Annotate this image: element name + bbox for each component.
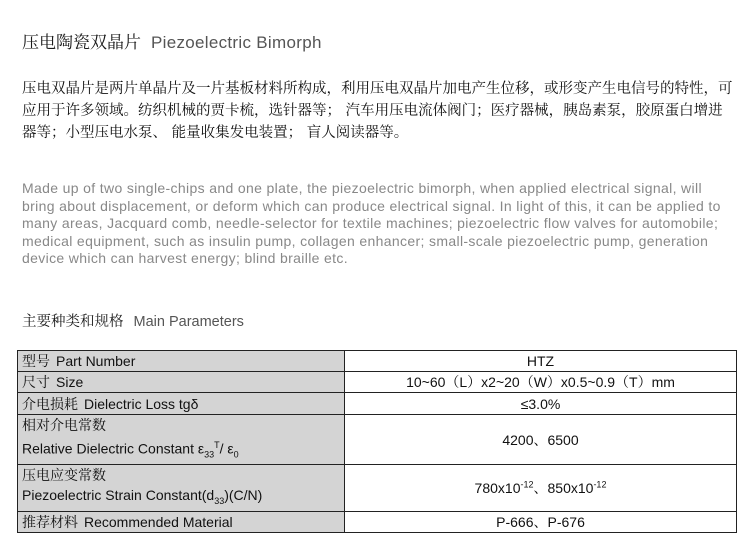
table-row-part-number (18, 351, 737, 372)
table-row-size (18, 372, 737, 393)
dielectric-loss-label: 介电损耗 Dielectric Loss tgδ (18, 393, 345, 415)
table-row-dielectric-loss (18, 393, 737, 415)
part-number-label: 型号 Part Number (18, 351, 345, 372)
material-value: P-666、P-676 (345, 512, 737, 533)
params-heading-en: Main Parameters (133, 314, 244, 330)
params-heading (22, 310, 244, 331)
params-heading-cn: 主要种类和规格 (22, 314, 124, 330)
table-row-strain-constant (18, 465, 737, 512)
parameters-table (17, 350, 737, 533)
dielectric-loss-value: ≤3.0% (345, 393, 737, 415)
strain-constant-value: $780x10^{-12}$、$850x10^{-12}$ (345, 465, 737, 512)
dielectric-constant-value: 4200、6500 (345, 415, 737, 465)
table-row-dielectric-constant (18, 415, 737, 465)
size-value: 10~60（L）x2~20（W）x0.5~0.9（T）mm (345, 372, 737, 393)
page-title (22, 28, 322, 53)
intro-english-paragraph: Made up of two single-chips and one plate, the piezoelectric bimorph, when applied electrical signal, will bring about displacement, or deform which can produce electrical signal. In light of this, it can be applied to many areas, Jacquard comb, needle-selector for textile machines; piezoelectric flow valves for automobile; medical equipment, such as insulin pump, collagen enhancer; small-scale piezoelectric pump, generation device which can harvest energy; blind braille etc. (22, 180, 721, 267)
title-cn: 压电陶瓷双晶片 (22, 33, 141, 53)
size-label: 尺寸 Size (18, 372, 345, 393)
part-number-value: HTZ (345, 351, 737, 372)
material-label: 推荐材料 Recommended Material (18, 512, 345, 533)
table-row-material (18, 512, 737, 533)
dielectric-constant-label: 相对介电常数 Relative Dielectric Constant $\varepsilon_{33}^T/$ $\varepsilon_0$ (18, 415, 345, 465)
strain-constant-label: 压电应变常数 Piezoelectric Strain $Constant(d_{33})(C/N)$ (18, 465, 345, 512)
intro-chinese-paragraph: 压电双晶片是两片单晶片及一片基板材料所构成，利用压电双晶片加电产生位移，或形变产生电信号的特性，可应用于许多领域。纺织机械的贾卡梳，选针器等； 汽车用压电流体阀门；医疗器械，胰岛素泵，胶原蛋白增进器等；小型压电水泵、 能量收集发电装置； 盲人阅读器等。 (22, 81, 733, 141)
title-en: Piezoelectric Bimorph (151, 33, 322, 52)
